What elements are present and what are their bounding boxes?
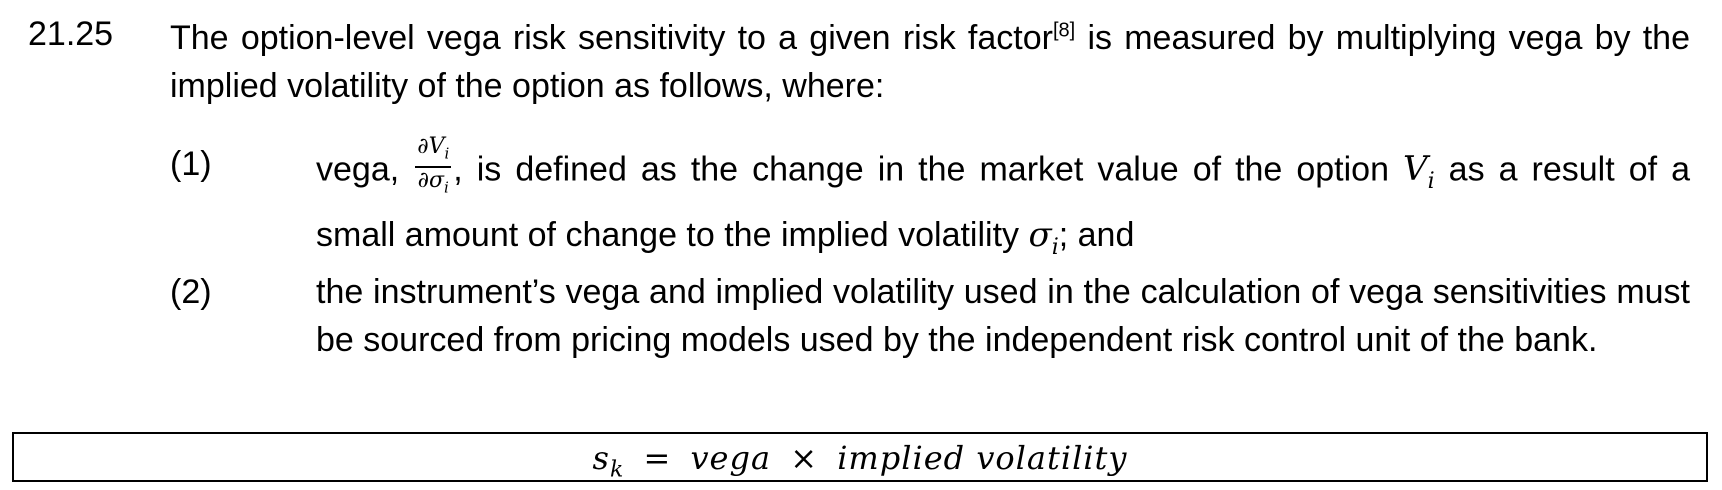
paragraph-number: 21.25 bbox=[28, 15, 114, 53]
paragraph-text-start: The option-level vega risk sensitivity to a given risk factor bbox=[170, 19, 1053, 57]
list-item-number: (1) bbox=[170, 145, 212, 183]
footnote-reference-link[interactable]: [8] bbox=[1052, 19, 1076, 42]
paragraph-text-end: is measured by multiplying vega by the implied volatility of the option as follows, where: bbox=[170, 19, 1690, 105]
item-middle-text: as a result of a small amount of change to the implied volatility bbox=[316, 150, 1690, 254]
list-item-body: the instrument’s vega and implied volatility used in the calculation of vega sensitivities must be sourced from pricing models used by the independent risk control unit of the bank. bbox=[316, 273, 1690, 359]
formula-term-implied-volatility: implied volatility bbox=[837, 439, 1128, 477]
formula-equals: = bbox=[643, 439, 672, 477]
sensitivity-formula bbox=[14, 438, 1706, 483]
item-definition-text: , is defined as the change in the market value of the option bbox=[453, 150, 1404, 189]
formula-times: × bbox=[790, 439, 819, 477]
list-item-body bbox=[316, 134, 1690, 265]
item-lead-text: vega, bbox=[316, 150, 414, 189]
formula-box bbox=[12, 432, 1708, 482]
list-item-1 bbox=[170, 134, 1690, 260]
item-tail-text: ; and bbox=[1058, 215, 1135, 254]
list-item-2 bbox=[170, 268, 1690, 408]
option-value-symbol: $V_i$ bbox=[1403, 149, 1435, 195]
paragraph-text bbox=[170, 14, 1690, 110]
list-item-number: (2) bbox=[170, 273, 212, 311]
fraction-denominator: $\partial\sigma_i$ bbox=[417, 168, 449, 197]
formula-term-vega: vega bbox=[690, 439, 772, 477]
fraction-numerator: $\partial V_i$ bbox=[415, 134, 451, 168]
vega-fraction bbox=[415, 134, 451, 201]
formula-lhs: $s_k$ bbox=[592, 439, 625, 483]
implied-vol-symbol: $\sigma_i$ bbox=[1028, 214, 1059, 260]
